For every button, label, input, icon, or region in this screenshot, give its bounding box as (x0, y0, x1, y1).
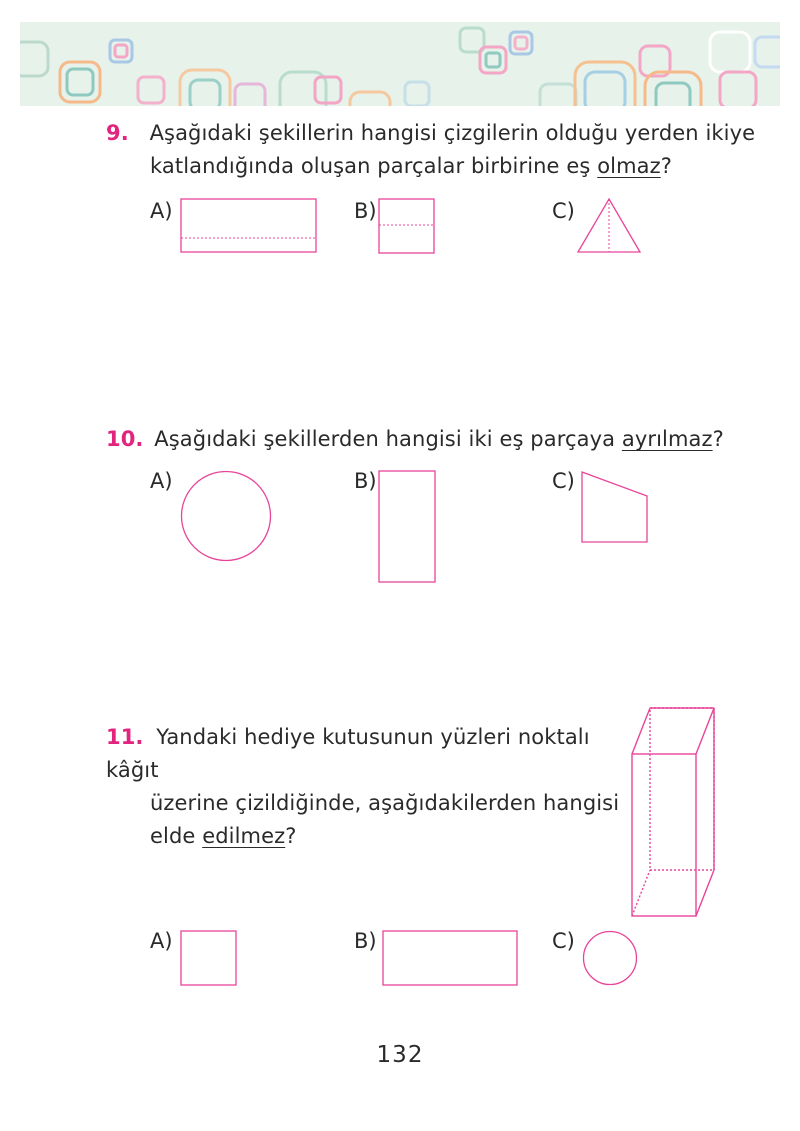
question-emphasis: edilmez (202, 824, 286, 848)
q11-option-b-rectangle[interactable] (382, 930, 520, 988)
option-label-b[interactable]: B) (354, 929, 377, 953)
question-10 (106, 423, 766, 456)
question-text-line1: Yandaki hediye kutusunun yüzleri noktalı kâğıt (106, 725, 590, 782)
option-label-a[interactable]: A) (150, 469, 173, 493)
banner-pattern (20, 22, 780, 106)
q9-option-a-rectangle[interactable] (180, 198, 318, 256)
question-mark: ? (660, 154, 672, 178)
q10-option-b-tall-rectangle[interactable] (378, 470, 440, 586)
q11-option-a-square[interactable] (180, 930, 240, 988)
question-emphasis: ayrılmaz (621, 427, 713, 451)
option-label-b[interactable]: B) (354, 199, 377, 223)
q10-option-a-circle[interactable] (180, 470, 274, 564)
q10-option-c-trapezoid[interactable] (580, 470, 650, 546)
option-label-a[interactable]: A) (150, 199, 173, 223)
q9-option-c-triangle[interactable] (576, 196, 644, 256)
option-label-c[interactable]: C) (552, 469, 575, 493)
question-9 (106, 117, 766, 183)
question-number: 11. (106, 725, 144, 749)
q9-option-b-square[interactable] (378, 198, 438, 256)
question-text: Aşağıdaki şekillerden hangisi iki eş parçaya (154, 427, 622, 451)
question-text-line2: üzerine çizildiğinde, aşağıdakilerden hangisi (150, 791, 620, 815)
gift-box-prism-figure (628, 704, 718, 920)
decorative-header-banner (20, 22, 780, 106)
question-mark: ? (285, 824, 297, 848)
option-label-b[interactable]: B) (354, 469, 377, 493)
q11-option-c-circle[interactable] (582, 930, 640, 988)
question-number: 9. (106, 121, 129, 145)
question-11 (106, 721, 626, 853)
option-label-c[interactable]: C) (552, 199, 575, 223)
question-mark: ? (712, 427, 724, 451)
question-text-line2: katlandığında oluşan parçalar birbirine eş (150, 154, 598, 178)
question-emphasis: olmaz (597, 154, 661, 178)
question-text-line1: Aşağıdaki şekillerin hangisi çizgilerin olduğu yerden ikiye (149, 121, 756, 145)
page-number: 132 (376, 1042, 424, 1068)
option-label-c[interactable]: C) (552, 929, 575, 953)
question-text-line3: elde (150, 824, 203, 848)
question-number: 10. (106, 427, 144, 451)
option-label-a[interactable]: A) (150, 929, 173, 953)
